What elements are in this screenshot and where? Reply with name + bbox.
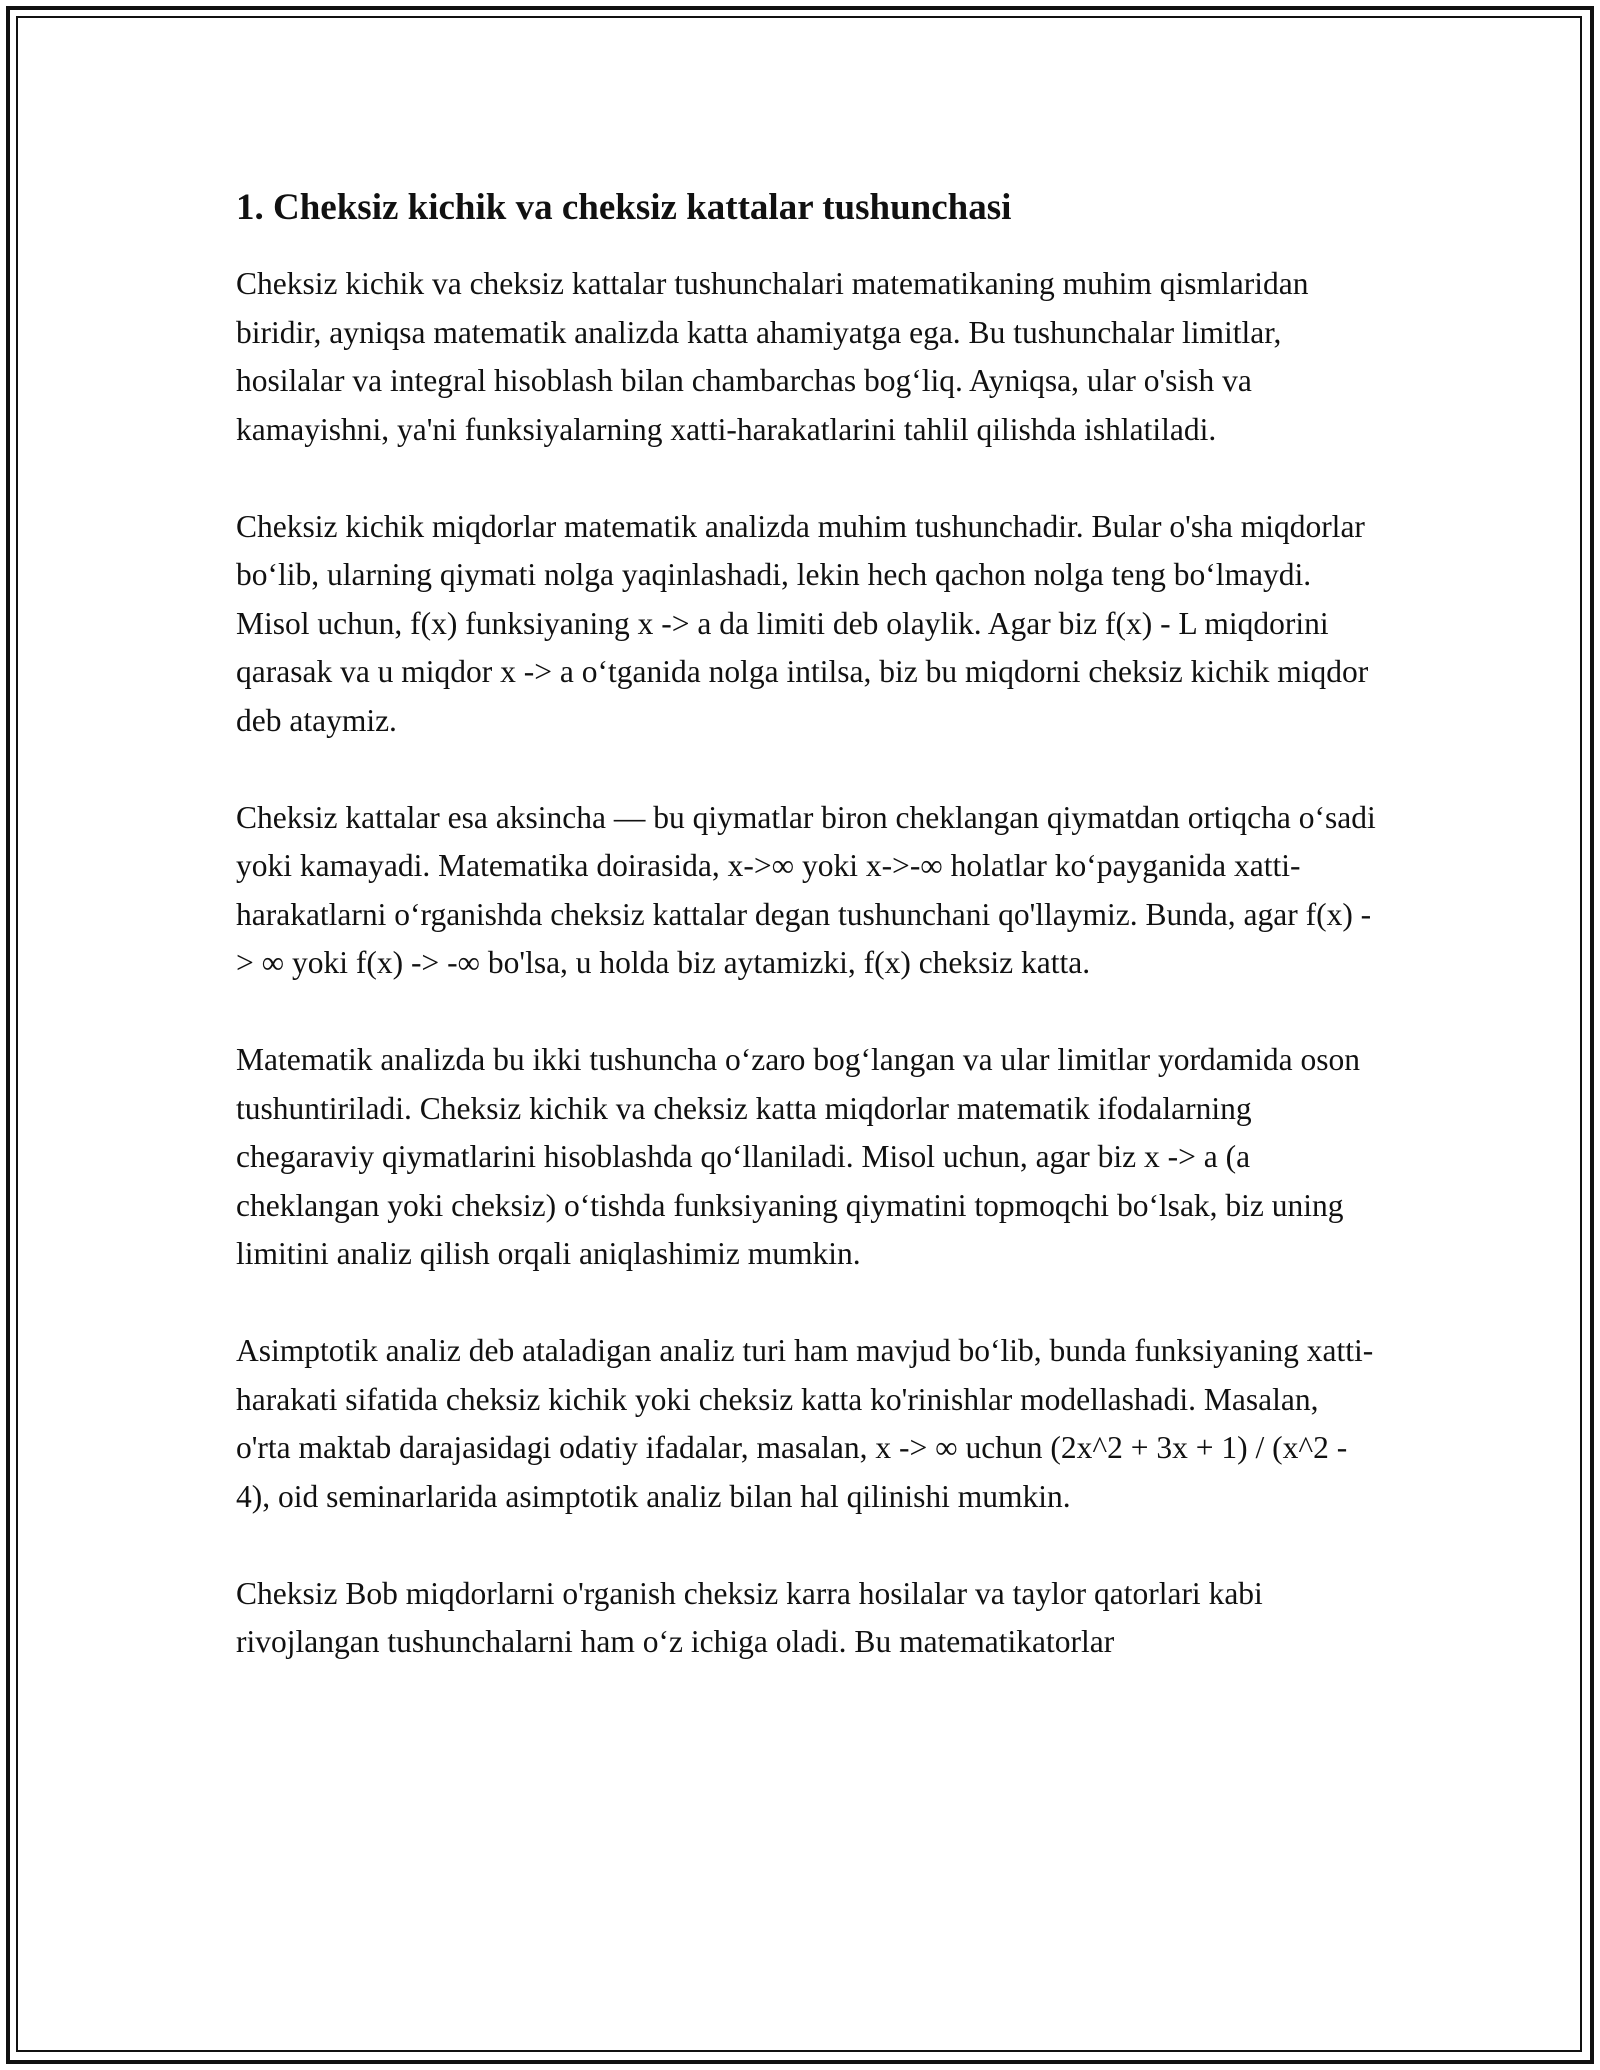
paragraph-6: Cheksiz Bob miqdorlarni o'rganish cheksiz karra hosilalar va taylor qatorlari kabi rivojlangan tushunchalarni ham o‘z ichiga oladi. Bu matematikatorlar — [236, 1575, 1263, 1659]
paragraph-1: Cheksiz kichik va cheksiz kattalar tushunchalari matematikaning muhim qismlaridan biridir, ayniqsa matematik analizda katta ahamiyatga ega. Bu tushunchalar limitlar, hosilalar va integral hisoblash bilan chambarchas bog‘liq. Ayniqsa, ular o'sish va kamayishni, ya'ni funksiyalarning xatti-harakatlarini tahlil qilishda ishlatiladi. — [236, 266, 1309, 447]
paragraph-4: Matematik analizda bu ikki tushuncha o‘zaro bog‘langan va ular limitlar yordamida oson tushuntiriladi. Cheksiz kichik va cheksiz katta miqdorlar matematik ifodalarning chegaraviy qiymatlarini hisoblashda qo‘llaniladi. Misol uchun, agar biz x -> a (a cheklangan yoki cheksiz) o‘tishda funksiyaning qiymatini topmoqchi bo‘lsak, biz uning limitini analiz qilish orqali aniqlashimiz mumkin. — [236, 1042, 1361, 1271]
paragraph-2: Cheksiz kichik miqdorlar matematik analizda muhim tushunchadir. Bular o'sha miqdorlar bo‘lib, ularning qiymati nolga yaqinlashadi, lekin hech qachon nolga teng bo‘lmaydi. Misol uchun, f(x) funksiyaning x -> a da limiti deb olaylik. Agar biz f(x) - L miqdorini qarasak va u miqdor x -> a o‘tganida nolga intilsa, biz bu miqdorni cheksiz kichik miqdor deb ataymiz. — [236, 508, 1369, 738]
paragraph-5: Asimptotik analiz deb ataladigan analiz turi ham mavjud bo‘lib, bunda funksiyaning xatti-harakati sifatida cheksiz kichik yoki cheksiz katta ko'rinishlar modellashadi. Masalan, o'rta maktab darajasidagi odatiy ifadalar, masalan, x -> ∞ uchun (2x^2 + 3x + 1) / (x^2 - 4), oid seminarlarida asimptotik analiz bilan hal qilinishi mumkin. — [236, 1333, 1374, 1514]
section-heading: 1. Cheksiz kichik va cheksiz kattalar tushunchasi — [236, 187, 1012, 228]
paragraph-3: Cheksiz kattalar esa aksincha — bu qiymatlar biron cheklangan qiymatdan ortiqcha o‘sadi yoki kamayadi. Matematika doirasida, x->∞ yoki x->-∞ holatlar ko‘payganida xatti-harakatlarni o‘rganishda cheksiz kattalar degan tushunchani qo'llaymiz. Bunda, agar f(x) -> ∞ yoki f(x) -> -∞ bo'lsa, u holda biz aytamizki, f(x) cheksiz katta. — [236, 799, 1376, 980]
document-body — [236, 186, 1376, 1715]
